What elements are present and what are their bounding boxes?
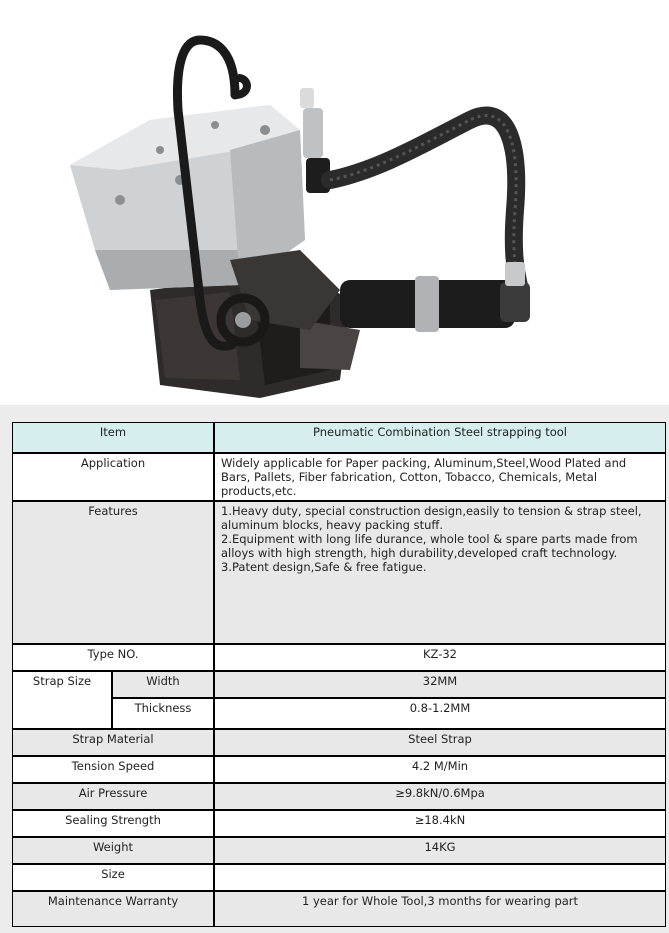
header-item-label: Item xyxy=(12,422,214,453)
table-row xyxy=(12,756,666,783)
table-row xyxy=(12,864,666,891)
thickness-value: 0.8-1.2MM xyxy=(214,698,666,729)
air-pressure-label: Air Pressure xyxy=(12,783,214,810)
product-photo xyxy=(0,0,669,405)
size-value xyxy=(214,864,666,891)
width-value: 32MM xyxy=(214,671,666,698)
sealing-strength-label: Sealing Strength xyxy=(12,810,214,837)
spec-table xyxy=(12,422,666,927)
table-row xyxy=(12,644,666,671)
pneumatic-strapping-tool-photo-icon xyxy=(0,0,669,405)
air-pressure-value: ≥9.8kN/0.6Mpa xyxy=(214,783,666,810)
header-product-name: Pneumatic Combination Steel strapping tool xyxy=(214,422,666,453)
table-row xyxy=(12,891,666,927)
features-value xyxy=(214,501,666,644)
size-label: Size xyxy=(12,864,214,891)
tension-speed-label: Tension Speed xyxy=(12,756,214,783)
strap-size-label: Strap Size xyxy=(12,671,112,729)
table-row xyxy=(12,671,666,698)
table-row xyxy=(12,501,666,644)
application-value: Widely applicable for Paper packing, Aluminum,Steel,Wood Plated and Bars, Pallets, Fiber fabrication, Cotton, Tobacco, Chemicals, Metal products,etc. xyxy=(214,453,666,501)
thickness-label: Thickness xyxy=(112,698,214,729)
strap-material-label: Strap Material xyxy=(12,729,214,756)
feature-line: 2.Equipment with long life durance, whole tool & spare parts made from alloys with high strength, high durability,developed craft technology. xyxy=(221,532,638,560)
warranty-value: 1 year for Whole Tool,3 months for wearing part xyxy=(214,891,666,927)
feature-line: 3.Patent design,Safe & free fatigue. xyxy=(221,560,427,574)
tension-speed-value: 4.2 M/Min xyxy=(214,756,666,783)
type-no-label: Type NO. xyxy=(12,644,214,671)
warranty-label: Maintenance Warranty xyxy=(12,891,214,927)
table-row xyxy=(12,422,666,453)
width-label: Width xyxy=(112,671,214,698)
type-no-value: KZ-32 xyxy=(214,644,666,671)
strap-material-value: Steel Strap xyxy=(214,729,666,756)
weight-label: Weight xyxy=(12,837,214,864)
table-row xyxy=(12,783,666,810)
table-row xyxy=(12,453,666,501)
features-label: Features xyxy=(12,501,214,644)
table-row xyxy=(12,729,666,756)
weight-value: 14KG xyxy=(214,837,666,864)
feature-line: 1.Heavy duty, special construction design,easily to tension & strap steel, aluminum blocks, heavy packing stuff. xyxy=(221,504,642,532)
table-row xyxy=(12,837,666,864)
application-label: Application xyxy=(12,453,214,501)
table-row xyxy=(12,810,666,837)
sealing-strength-value: ≥18.4kN xyxy=(214,810,666,837)
